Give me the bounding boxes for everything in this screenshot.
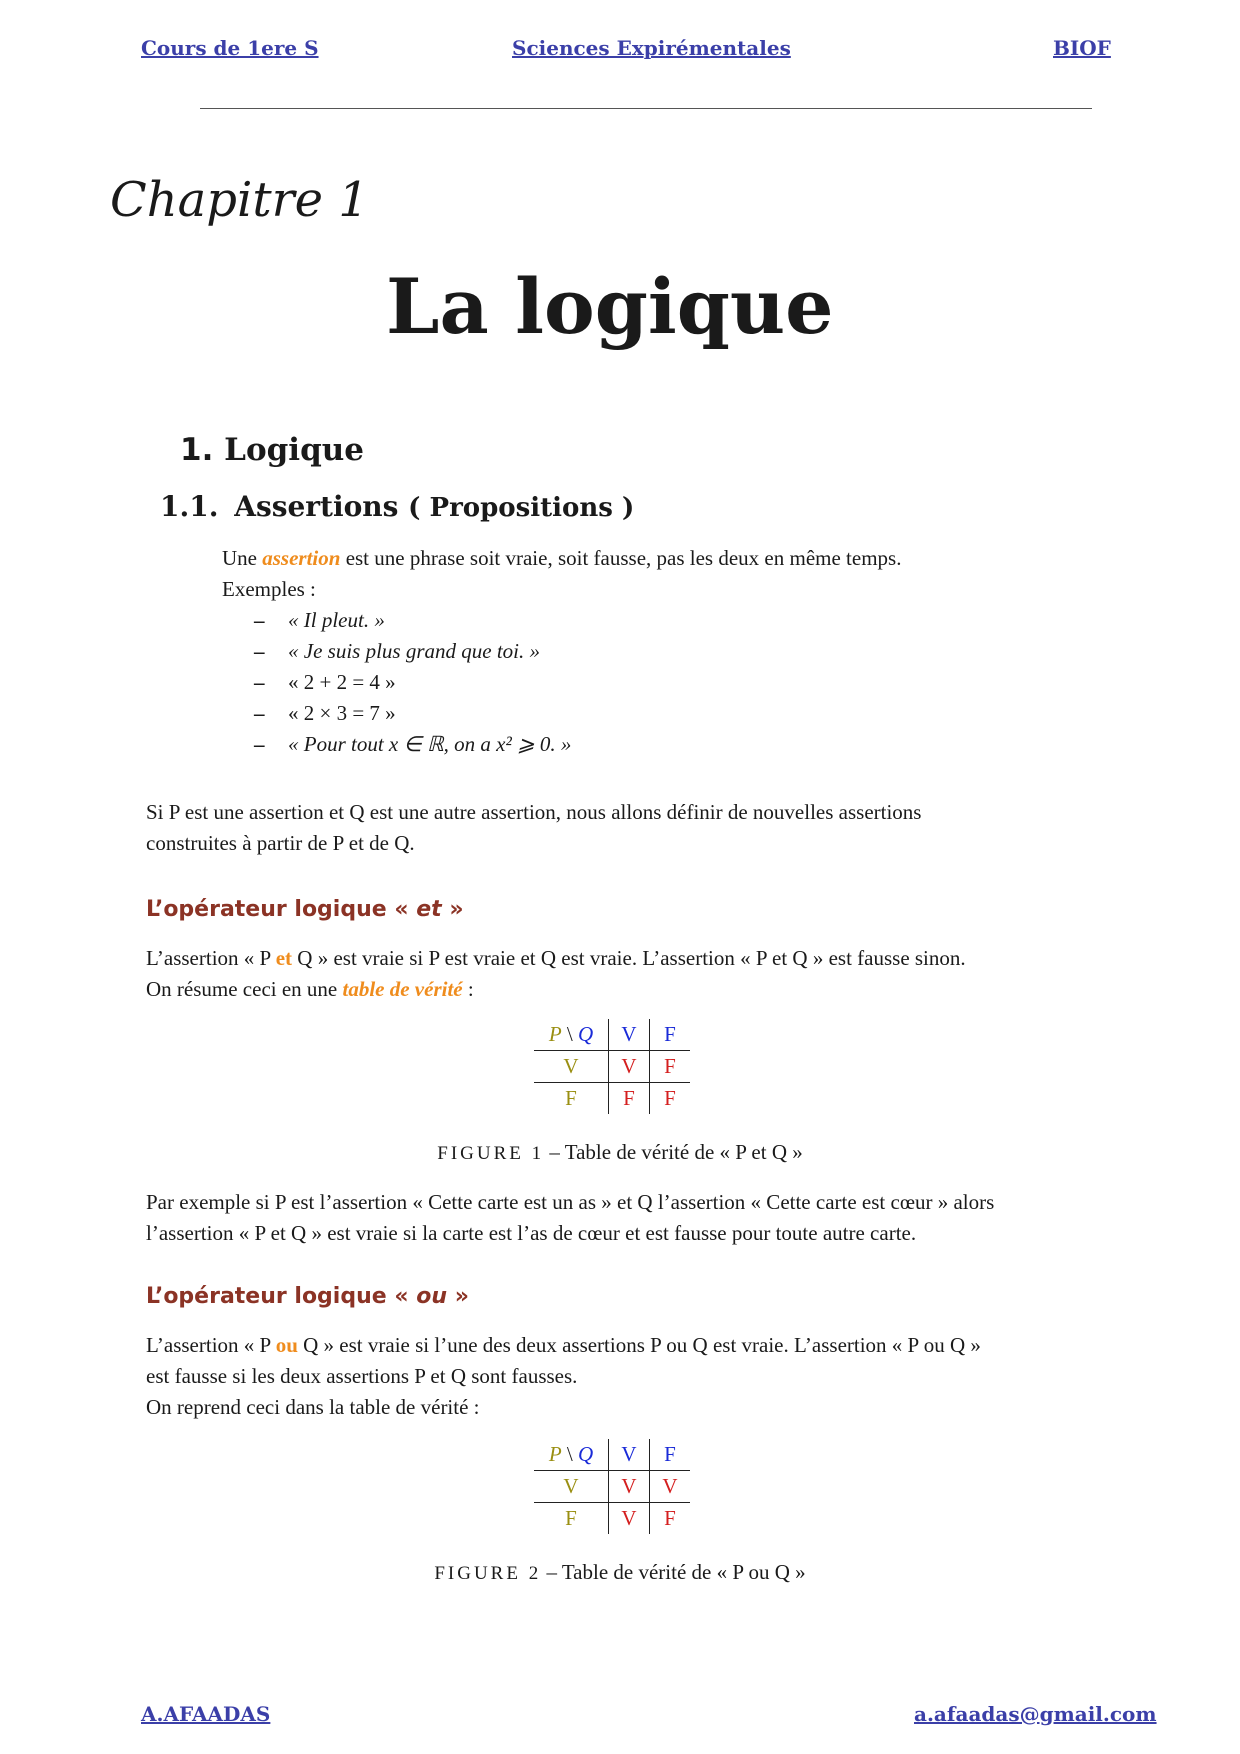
paragraph-line: l’assertion « P et Q » est vraie si la carte est l’as de cœur et est fausse pour toute autre carte. bbox=[146, 1221, 917, 1245]
intro-before: Une bbox=[222, 546, 257, 570]
heading-word: ou bbox=[416, 1284, 448, 1309]
list-dash: – bbox=[254, 670, 265, 694]
page-title: La logique bbox=[386, 262, 834, 351]
table-row bbox=[534, 1019, 690, 1051]
list-item bbox=[252, 729, 1052, 760]
heading-suffix: » bbox=[449, 897, 464, 922]
subsection-paren: ( Propositions ) bbox=[408, 493, 635, 523]
paragraph-line bbox=[146, 1330, 1116, 1361]
table-cell: V bbox=[609, 1503, 650, 1535]
table-cell: P \ Q bbox=[534, 1019, 609, 1051]
examples-list bbox=[252, 605, 1052, 760]
header-course-link[interactable]: Cours de 1ere S bbox=[141, 36, 319, 60]
section-heading bbox=[180, 432, 364, 468]
paragraph-line bbox=[146, 974, 1106, 1005]
table-cell: F bbox=[650, 1503, 691, 1535]
intro-after: est une phrase soit vraie, soit fausse, pas les deux en même temps. bbox=[345, 546, 902, 570]
keyword-et: et bbox=[275, 946, 293, 970]
header-biof-link[interactable]: BIOF bbox=[1053, 36, 1111, 60]
table-cell: F bbox=[650, 1051, 691, 1083]
list-item bbox=[252, 605, 1052, 636]
intro-keyword: assertion bbox=[262, 546, 341, 570]
chapter-label: Chapitre 1 bbox=[110, 172, 369, 228]
operator-ou-paragraph bbox=[146, 1330, 1116, 1423]
keyword-truth-table: table de vérité bbox=[342, 977, 463, 1001]
table-cell: F bbox=[650, 1019, 691, 1051]
example-text: « 2 × 3 = 7 » bbox=[288, 701, 396, 725]
list-item bbox=[252, 698, 1052, 729]
header-stream-link[interactable]: Sciences Expirémentales bbox=[512, 36, 791, 60]
example-text: « Je suis plus grand que toi. » bbox=[288, 639, 540, 663]
list-item bbox=[252, 667, 1052, 698]
paragraph-line bbox=[146, 943, 1106, 974]
table-cell: F bbox=[650, 1083, 691, 1115]
table-row bbox=[534, 1083, 690, 1115]
table-row bbox=[534, 1439, 690, 1471]
table-row bbox=[534, 1471, 690, 1503]
paragraph-line: Par exemple si P est l’assertion « Cette carte est un as » et Q l’assertion « Cette carte est cœur » alors bbox=[146, 1190, 995, 1214]
paragraph-line: On reprend ceci dans la table de vérité : bbox=[146, 1395, 480, 1419]
caption-label: FIGURE 1 bbox=[437, 1143, 545, 1164]
subsection-number: 1.1. bbox=[160, 490, 219, 523]
table-cell: P \ Q bbox=[534, 1439, 609, 1471]
list-dash: – bbox=[254, 701, 265, 725]
caption-text: – Table de vérité de « P ou Q » bbox=[546, 1560, 806, 1584]
list-dash: – bbox=[254, 608, 265, 632]
table-cell: V bbox=[609, 1019, 650, 1051]
table-cell: F bbox=[565, 1086, 577, 1110]
text-part: Q » est vraie si l’une des deux assertions P ou Q est vraie. L’assertion « P ou Q » bbox=[303, 1333, 981, 1357]
example-text: « Pour tout x ∈ ℝ, on a x² ⩾ 0. » bbox=[288, 732, 572, 756]
truth-table-ou bbox=[534, 1439, 690, 1534]
operator-et-paragraph bbox=[146, 943, 1106, 1005]
intro-line bbox=[222, 543, 1122, 574]
section-title: Logique bbox=[224, 432, 365, 468]
text-part: Q » est vraie si P est vraie et Q est vraie. L’assertion « P et Q » est fausse sinon. bbox=[297, 946, 966, 970]
subsection-paren-title: Propositions bbox=[429, 493, 613, 523]
list-dash: – bbox=[254, 639, 265, 663]
examples-label: Exemples : bbox=[222, 577, 316, 601]
subsection-heading bbox=[160, 490, 634, 523]
text-part: L’assertion « P bbox=[146, 1333, 271, 1357]
heading-suffix: » bbox=[454, 1284, 469, 1309]
keyword-ou: ou bbox=[275, 1333, 298, 1357]
footer-author-link[interactable]: A.AFAADAS bbox=[141, 1702, 271, 1726]
caption-text: – Table de vérité de « P et Q » bbox=[549, 1140, 803, 1164]
table-cell: V bbox=[609, 1471, 650, 1503]
figure-1-caption bbox=[0, 1140, 1240, 1165]
example-text: « Il pleut. » bbox=[288, 608, 385, 632]
header-rule bbox=[200, 108, 1092, 109]
table-cell: V bbox=[534, 1471, 609, 1503]
paragraph-line: Si P est une assertion et Q est une autre assertion, nous allons définir de nouvelles assertions bbox=[146, 800, 922, 824]
list-dash: – bbox=[254, 732, 265, 756]
table-cell: V bbox=[609, 1439, 650, 1471]
heading-prefix: L’opérateur logique « bbox=[146, 1284, 409, 1309]
truth-table-et bbox=[534, 1019, 690, 1114]
list-item bbox=[252, 636, 1052, 667]
table-cell: V bbox=[650, 1471, 691, 1503]
table-cell: V bbox=[534, 1051, 609, 1083]
assertions-paragraph bbox=[146, 797, 1106, 859]
section-number: 1. bbox=[180, 432, 214, 468]
footer-email-link[interactable]: a.afaadas@gmail.com bbox=[914, 1702, 1157, 1726]
paragraph-line: est fausse si les deux assertions P et Q sont fausses. bbox=[146, 1364, 578, 1388]
subsection-title: Assertions bbox=[234, 490, 399, 523]
table-row bbox=[534, 1051, 690, 1083]
caption-label: FIGURE 2 bbox=[434, 1563, 542, 1584]
example-text: « 2 + 2 = 4 » bbox=[288, 670, 396, 694]
table-row bbox=[534, 1503, 690, 1535]
figure-2-caption bbox=[0, 1560, 1240, 1585]
operator-et-example bbox=[146, 1187, 1116, 1249]
heading-word: et bbox=[416, 897, 442, 922]
operator-et-heading bbox=[146, 897, 464, 922]
paragraph-line: construites à partir de P et de Q. bbox=[146, 831, 415, 855]
text-part: : bbox=[467, 977, 474, 1001]
text-part: On résume ceci en une bbox=[146, 977, 338, 1001]
table-cell: F bbox=[650, 1439, 691, 1471]
table-cell: F bbox=[565, 1506, 577, 1530]
intro-paragraph bbox=[222, 543, 1122, 605]
table-cell: F bbox=[609, 1083, 650, 1115]
table-cell: V bbox=[609, 1051, 650, 1083]
operator-ou-heading bbox=[146, 1284, 469, 1309]
text-part: L’assertion « P bbox=[146, 946, 271, 970]
heading-prefix: L’opérateur logique « bbox=[146, 897, 409, 922]
